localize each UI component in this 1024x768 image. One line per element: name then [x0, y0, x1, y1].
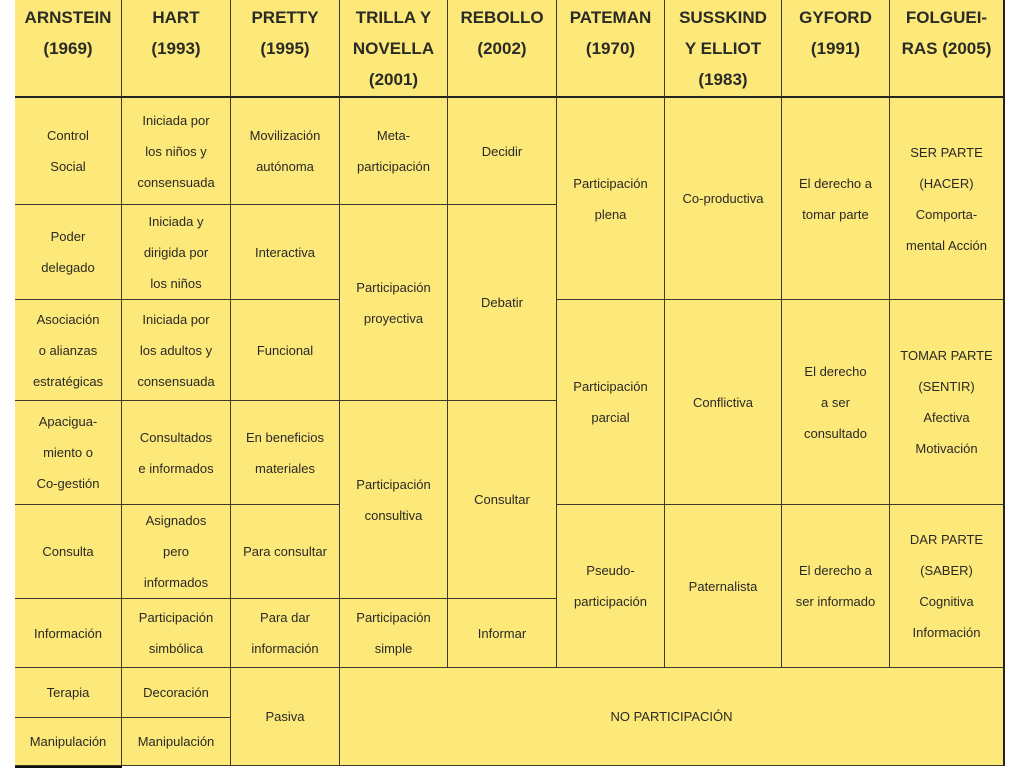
header-trilla-novella: TRILLA Y NOVELLA (2001): [340, 0, 448, 98]
rebollo-cell: Consultar: [448, 401, 557, 599]
pretty-cell: Movilización autónoma: [231, 98, 340, 205]
pretty-cell: Funcional: [231, 300, 340, 401]
arnstein-cell: Manipulación: [15, 718, 122, 766]
pateman-cell: Participación plena: [557, 98, 665, 300]
trilla-novella-cell: Meta- participación: [340, 98, 448, 205]
susskind-elliot-cell: Conflictiva: [665, 300, 782, 505]
pateman-cell: Pseudo- participación: [557, 505, 665, 668]
pretty-cell: Interactiva: [231, 205, 340, 300]
trilla-novella-cell: Participación proyectiva: [340, 205, 448, 401]
arnstein-cell: Asociación o alianzas estratégicas: [15, 300, 122, 401]
trilla-novella-cell: Participación consultiva: [340, 401, 448, 599]
header-gyford: GYFORD (1991): [782, 0, 890, 98]
hart-cell: Iniciada y dirigida por los niños: [122, 205, 231, 300]
susskind-elliot-cell: Co-productiva: [665, 98, 782, 300]
header-pateman: PATEMAN (1970): [557, 0, 665, 98]
pretty-cell: En beneficios materiales: [231, 401, 340, 505]
hart-cell: Decoración: [122, 668, 231, 718]
hart-cell: Consultados e informados: [122, 401, 231, 505]
hart-cell: Iniciada por los adultos y consensuada: [122, 300, 231, 401]
pretty-cell: Pasiva: [231, 668, 340, 766]
rebollo-cell: Informar: [448, 599, 557, 668]
pretty-cell: Para consultar: [231, 505, 340, 599]
pretty-cell: Para dar información: [231, 599, 340, 668]
hart-cell: Iniciada por los niños y consensuada: [122, 98, 231, 205]
pateman-cell: Participación parcial: [557, 300, 665, 505]
arnstein-cell: Consulta: [15, 505, 122, 599]
arnstein-cell: Control Social: [15, 98, 122, 205]
gyford-cell: El derecho a ser informado: [782, 505, 890, 668]
header-hart: HART (1993): [122, 0, 231, 98]
no-participacion-cell: NO PARTICIPACIÓN: [340, 668, 1005, 766]
arnstein-cell: Terapia: [15, 668, 122, 718]
folgueiras-cell: DAR PARTE (SABER) Cognitiva Información: [890, 505, 1005, 668]
gyford-cell: El derecho a ser consultado: [782, 300, 890, 505]
header-pretty: PRETTY (1995): [231, 0, 340, 98]
arnstein-cell: Apacigua- miento o Co-gestión: [15, 401, 122, 505]
header-susskind-elliot: SUSSKIND Y ELLIOT (1983): [665, 0, 782, 98]
rebollo-cell: Decidir: [448, 98, 557, 205]
header-arnstein: ARNSTEIN (1969): [15, 0, 122, 98]
hart-cell: Asignados pero informados: [122, 505, 231, 599]
participation-models-table: [15, 0, 1005, 766]
header-rebollo: REBOLLO (2002): [448, 0, 557, 98]
rebollo-cell: Debatir: [448, 205, 557, 401]
hart-cell: Manipulación: [122, 718, 231, 766]
folgueiras-cell: SER PARTE (HACER) Comporta- mental Acción: [890, 98, 1005, 300]
folgueiras-cell: TOMAR PARTE (SENTIR) Afectiva Motivación: [890, 300, 1005, 505]
trilla-novella-cell: Participación simple: [340, 599, 448, 668]
arnstein-cell: Información: [15, 599, 122, 668]
hart-cell: Participación simbólica: [122, 599, 231, 668]
gyford-cell: El derecho a tomar parte: [782, 98, 890, 300]
susskind-elliot-cell: Paternalista: [665, 505, 782, 668]
arnstein-cell: Poder delegado: [15, 205, 122, 300]
header-folgueiras: FOLGUEI- RAS (2005): [890, 0, 1005, 98]
